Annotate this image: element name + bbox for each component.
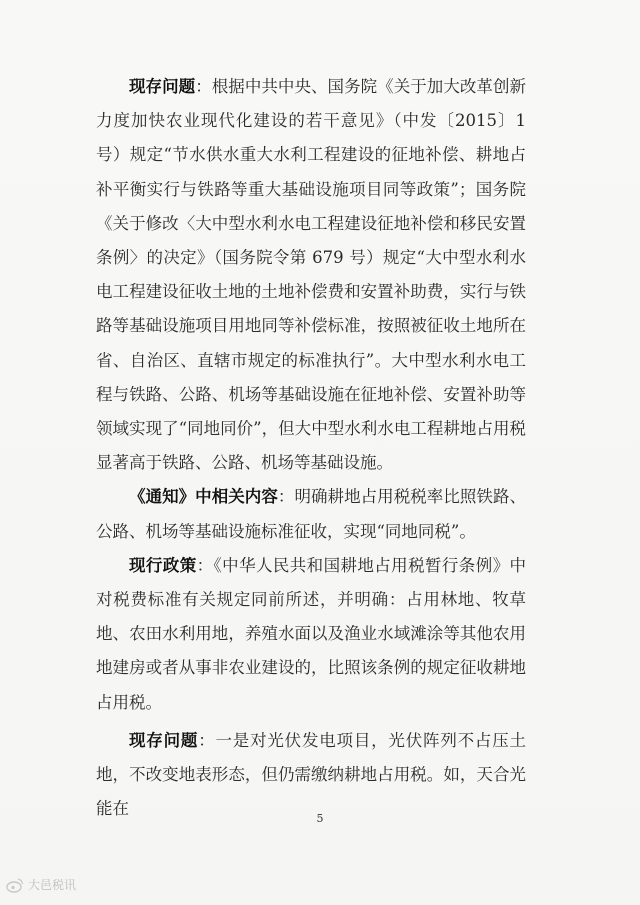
document-body (96, 70, 526, 826)
weibo-logo-icon (6, 877, 24, 893)
paragraph-text: ：明确耕地占用税税率比照铁路、公路、机场等基础设施标准征收，实现“同地同税”。 (96, 487, 527, 541)
paragraph-existing-problems-1 (96, 70, 526, 480)
page-number: 5 (316, 812, 324, 825)
paragraph-current-policy (96, 549, 526, 720)
paragraph-label: 现存问题 (129, 77, 196, 96)
paragraph-label: 现行政策 (129, 555, 197, 575)
paragraph-label: 《通知》中相关内容 (129, 487, 278, 507)
paragraph-text: ：《中华人民共和国耕地占用税暂行条例》中对税费标准有关规定同前所述，并明确：占用林地、牧草地、农田水利用地，养殖水面以及渔业水域滩涂等其他农用地建房或者从事非农业建设的，比照该条例的规定征收耕地占用税。 (96, 555, 527, 712)
watermark (6, 876, 76, 893)
watermark-text: 大邑税讯 (28, 878, 77, 892)
paragraph-notice-content (96, 480, 526, 548)
paragraph-text: ：根据中共中央、国务院《关于加大改革创新力度加快农业现代化建设的若干意见》（中发〔2015〕1 号）规定“节水供水重大水利工程建设的征地补偿、耕地占补平衡实行与铁路等重大基础设施项目同等政策”；国务院《关于修改〈大中型水利水电工程建设征地补偿和移民安置条例〉的决定》（国务院令第 679 号）规定“大中型水利水电工程建设征收土地的土地补偿费和安置补助费，实行与铁路等基础设施项目用地同等补偿标准，按照被征收土地所在省、自治区、直辖市规定的标准执行”。大中型水利水电工程与铁路、公路、机场等基础设施在征地补偿、安置补助等领域实现了“同地同价”，但大中型水利水电工程耕地占用税显著高于铁路、公路、机场等基础设施。 (96, 77, 527, 473)
paragraph-text: ：一是对光伏发电项目，光伏阵列不占压土地，不改变地表形态，但仍需缴纳耕地占用税。如，天合光能在 (96, 730, 527, 819)
paragraph-label: 现存问题 (129, 730, 199, 750)
